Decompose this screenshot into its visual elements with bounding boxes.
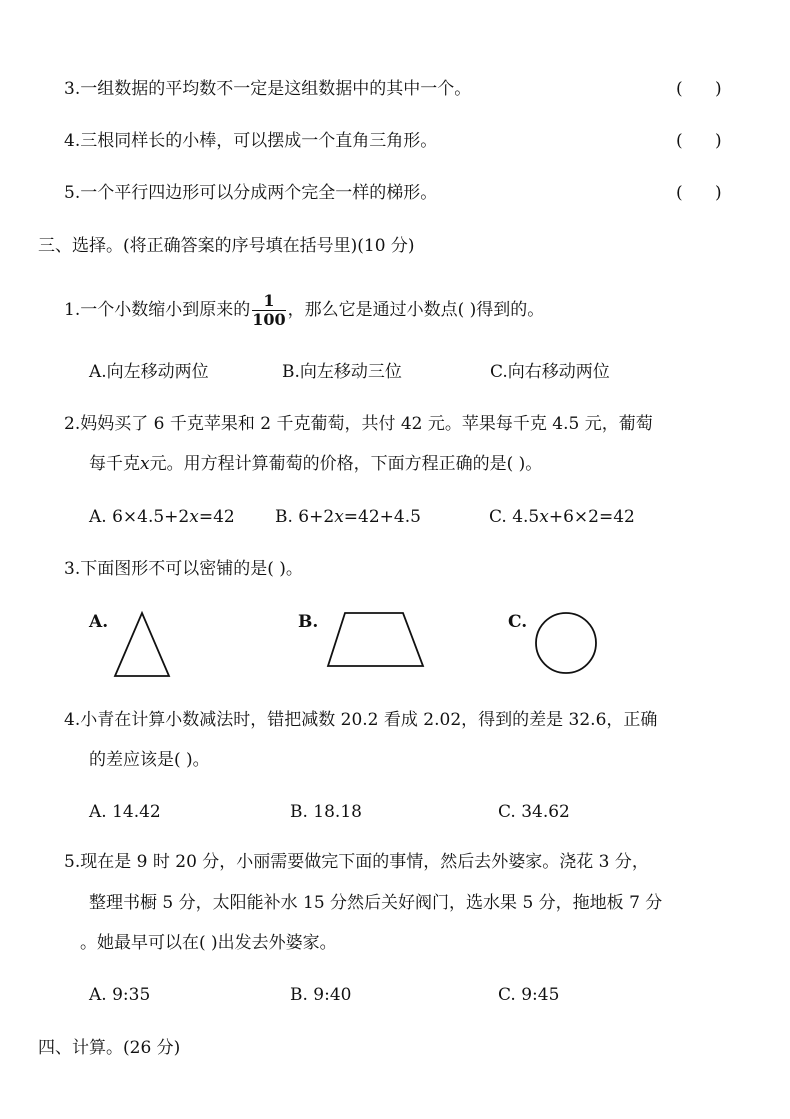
q2-c-after: +6×2=42 [548,507,635,527]
choice-question-2-line-2 [89,452,542,476]
section-3-title: 三、选择。(将正确答案的序号填在括号里)(10 分) [38,236,415,256]
answer-paren-5[interactable]: ( ) [676,183,722,203]
judgement-item-5: 5.一个平行四边形可以分成两个完全一样的梯形。 [64,183,438,203]
q2-b-after: =42+4.5 [343,507,421,527]
variable-x: x [140,454,150,474]
judgement-item-3: 3.一组数据的平均数不一定是这组数据中的其中一个。 [64,79,472,99]
choice-question-4-line-2: 的差应该是( )。 [89,750,210,770]
q3-option-a-label[interactable]: A. [89,612,109,632]
choice-question-1 [64,290,544,330]
q2-c-before: C. 4.5 [489,507,540,527]
q2-c-var: x [539,507,549,527]
section-4-title: 四、计算。(26 分) [38,1038,181,1058]
q5-option-c[interactable]: C. 9:45 [498,985,560,1005]
q4-option-a[interactable]: A. 14.42 [89,802,161,822]
q2-option-c[interactable] [489,505,635,529]
choice-question-3: 3.下面图形不可以密铺的是( )。 [64,559,303,579]
q2-a-after: =42 [198,507,235,527]
q4-option-c[interactable]: C. 34.62 [498,802,570,822]
circle-shape[interactable] [533,610,599,676]
fraction-numerator: 1 [252,292,285,311]
q1-text-after: ，那么它是通过小数点( )得到的。 [287,300,545,320]
q1-option-c[interactable]: C.向右移动两位 [490,362,610,382]
choice-question-5-line-1: 5.现在是 9 时 20 分，小丽需要做完下面的事情，然后去外婆家。浇花 3 分， [64,852,649,872]
choice-question-2-line-1: 2.妈妈买了 6 千克苹果和 2 千克葡萄，共付 42 元。苹果每千克 4.5 元，葡萄 [64,414,653,434]
q2-option-b[interactable] [275,505,421,529]
q1-option-b[interactable]: B.向左移动三位 [282,362,402,382]
judgement-item-4: 4.三根同样长的小棒，可以摆成一个直角三角形。 [64,131,438,151]
answer-paren-3[interactable]: ( ) [676,79,722,99]
fraction-one-hundredth [252,292,285,329]
q4-option-b[interactable]: B. 18.18 [290,802,362,822]
q2-a-var: x [189,507,199,527]
triangle-shape[interactable] [112,610,172,680]
q1-option-a[interactable]: A.向左移动两位 [89,362,209,382]
q5-option-b[interactable]: B. 9:40 [290,985,352,1005]
choice-question-5-line-3: 。她最早可以在( )出发去外婆家。 [80,933,337,953]
q2-a-before: A. 6×4.5+2 [89,507,190,527]
fraction-denominator: 100 [252,310,286,329]
q3-option-c-label[interactable]: C. [508,612,528,632]
q3-option-b-label[interactable]: B. [298,612,319,632]
answer-paren-4[interactable]: ( ) [676,131,722,151]
trapezoid-shape[interactable] [325,610,427,670]
choice-question-4-line-1: 4.小青在计算小数减法时，错把减数 20.2 看成 2.02，得到的差是 32.6，正确 [64,710,658,730]
q2-b-before: B. 6+2 [275,507,335,527]
choice-question-5-line-2: 整理书橱 5 分，太阳能补水 15 分然后关好阀门，选水果 5 分，拖地板 7 分 [89,893,663,913]
q5-option-a[interactable]: A. 9:35 [89,985,151,1005]
q2-b-var: x [334,507,344,527]
q2-option-a[interactable] [89,505,235,529]
q2-line2-before: 每千克 [89,454,140,474]
q2-line2-after: 元。用方程计算葡萄的价格，下面方程正确的是( )。 [149,454,543,474]
q1-text-before: 1.一个小数缩小到原来的 [64,300,251,320]
